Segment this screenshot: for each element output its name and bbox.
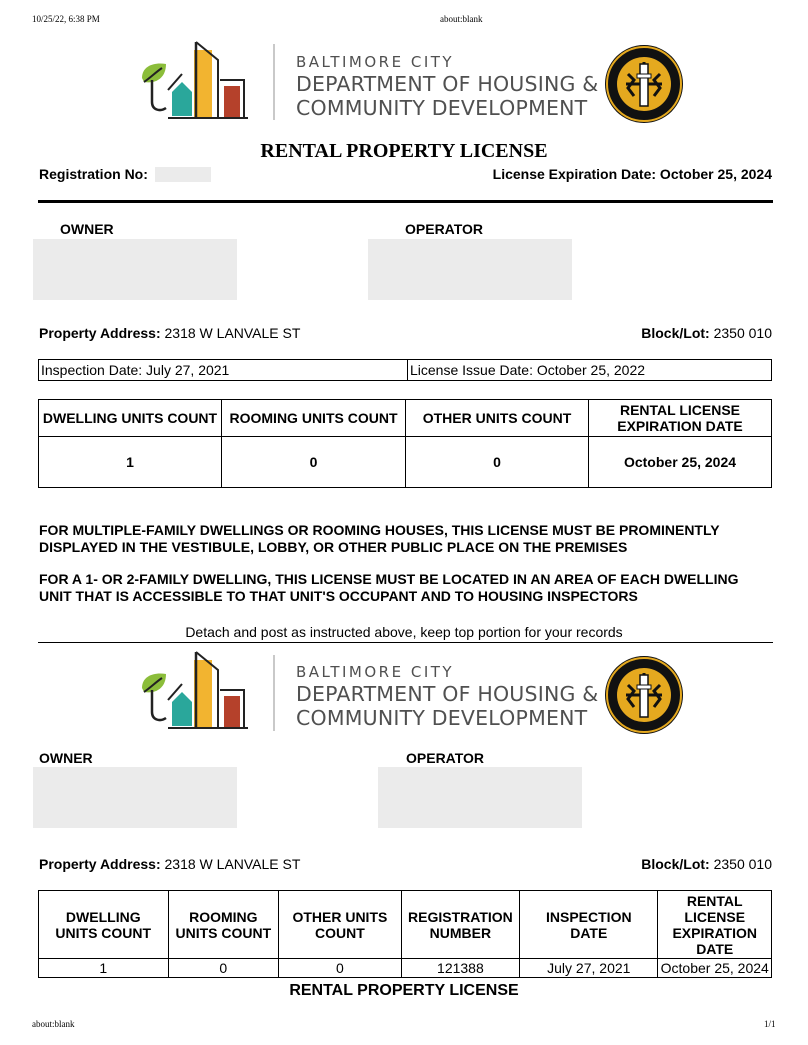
property-address-value: 2318 W LANVALE ST	[164, 325, 301, 341]
notice-single-family: FOR A 1- OR 2-FAMILY DWELLING, THIS LICENSE MUST BE LOCATED IN AN AREA OF EACH DWELLING UNIT THAT IS ACCESSIBLE TO THAT UNIT'S OCCUPANT AND TO HOUSING INSPECTORS	[39, 571, 739, 604]
stub-header-dwelling: DWELLING UNITS COUNT	[39, 891, 169, 959]
stub-value-expiration: October 25, 2024	[658, 959, 772, 978]
detach-rule	[38, 642, 773, 643]
stub-block-lot-value: 2350 010	[713, 856, 772, 872]
inspection-date: Inspection Date: July 27, 2021	[39, 360, 408, 381]
units-header-expiration: RENTAL LICENSE EXPIRATION DATE	[589, 400, 772, 437]
license-expiration: License Expiration Date: October 25, 2024	[492, 166, 772, 182]
stub-header-expiration: RENTAL LICENSE EXPIRATION DATE	[658, 891, 772, 959]
dhcd-logo-mark-stub	[138, 650, 270, 732]
stub-property-address-label: Property Address:	[39, 856, 161, 872]
owner-redacted	[33, 239, 237, 300]
units-value-expiration: October 25, 2024	[589, 437, 772, 488]
property-address-label: Property Address:	[39, 325, 161, 341]
seal-text	[604, 44, 684, 124]
print-footer-page: 1/1	[764, 1019, 776, 1029]
property-address	[39, 325, 300, 341]
issue-date: License Issue Date: October 25, 2022	[408, 360, 772, 381]
license-title: RENTAL PROPERTY LICENSE	[260, 140, 548, 162]
block-lot	[560, 325, 772, 341]
logo-line-3-stub: COMMUNITY DEVELOPMENT	[296, 706, 588, 730]
header-rule	[38, 200, 773, 203]
units-header-other: OTHER UNITS COUNT	[406, 400, 589, 437]
stub-header-registration: REGISTRATION NUMBER	[401, 891, 519, 959]
units-value-other: 0	[406, 437, 589, 488]
units-header-dwelling: DWELLING UNITS COUNT	[39, 400, 222, 437]
stub-value-registration: 121388	[401, 959, 519, 978]
stub-footer-title: RENTAL PROPERTY LICENSE	[289, 982, 519, 999]
dates-box	[38, 359, 772, 381]
operator-label: OPERATOR	[405, 221, 484, 237]
stub-header-other: OTHER UNITS COUNT	[279, 891, 402, 959]
stub-owner-redacted	[33, 767, 237, 828]
units-header-rooming: ROOMING UNITS COUNT	[222, 400, 406, 437]
stub-property-address	[39, 856, 300, 872]
stub-value-other: 0	[279, 959, 402, 978]
stub-value-rooming: 0	[168, 959, 279, 978]
city-seal-icon-stub	[604, 655, 684, 735]
registration-label: Registration No:	[39, 166, 148, 182]
stub-block-lot	[560, 856, 772, 872]
units-table	[38, 399, 772, 488]
city-seal-icon	[604, 44, 684, 124]
stub-table	[38, 890, 772, 978]
logo-line-2-stub: DEPARTMENT OF HOUSING &	[296, 682, 599, 706]
print-datetime: 10/25/22, 6:38 PM	[32, 14, 100, 24]
stub-owner-label: OWNER	[39, 750, 93, 766]
block-lot-label: Block/Lot:	[641, 325, 710, 341]
stub-operator-redacted	[378, 767, 582, 828]
dhcd-logo-mark	[138, 40, 270, 122]
owner-label: OWNER	[60, 221, 114, 237]
detach-instructions: Detach and post as instructed above, keep top portion for your records	[185, 624, 623, 640]
units-value-dwelling: 1	[39, 437, 222, 488]
logo-line-1-stub: BALTIMORE CITY	[296, 663, 455, 681]
stub-header-inspection: INSPECTION DATE	[520, 891, 658, 959]
stub-value-dwelling: 1	[39, 959, 169, 978]
logo-line-2: DEPARTMENT OF HOUSING &	[296, 72, 599, 96]
stub-header-rooming: ROOMING UNITS COUNT	[168, 891, 279, 959]
block-lot-value: 2350 010	[713, 325, 772, 341]
registration-redacted	[155, 167, 211, 182]
print-title: about:blank	[440, 14, 483, 24]
notice-multifamily: FOR MULTIPLE-FAMILY DWELLINGS OR ROOMING HOUSES, THIS LICENSE MUST BE PROMINENTLY DISPLAYED IN THE VESTIBULE, LOBBY, OR OTHER PUBLIC PLACE ON THE PREMISES	[39, 522, 720, 555]
stub-block-lot-label: Block/Lot:	[641, 856, 710, 872]
logo-divider-stub	[273, 655, 275, 731]
logo-line-3: COMMUNITY DEVELOPMENT	[296, 96, 588, 120]
logo-line-1: BALTIMORE CITY	[296, 53, 455, 71]
logo-divider	[273, 44, 275, 120]
stub-value-inspection: July 27, 2021	[520, 959, 658, 978]
units-value-rooming: 0	[222, 437, 406, 488]
print-footer-url: about:blank	[32, 1019, 75, 1029]
operator-redacted	[368, 239, 572, 300]
stub-operator-label: OPERATOR	[406, 750, 485, 766]
stub-property-address-value: 2318 W LANVALE ST	[164, 856, 301, 872]
